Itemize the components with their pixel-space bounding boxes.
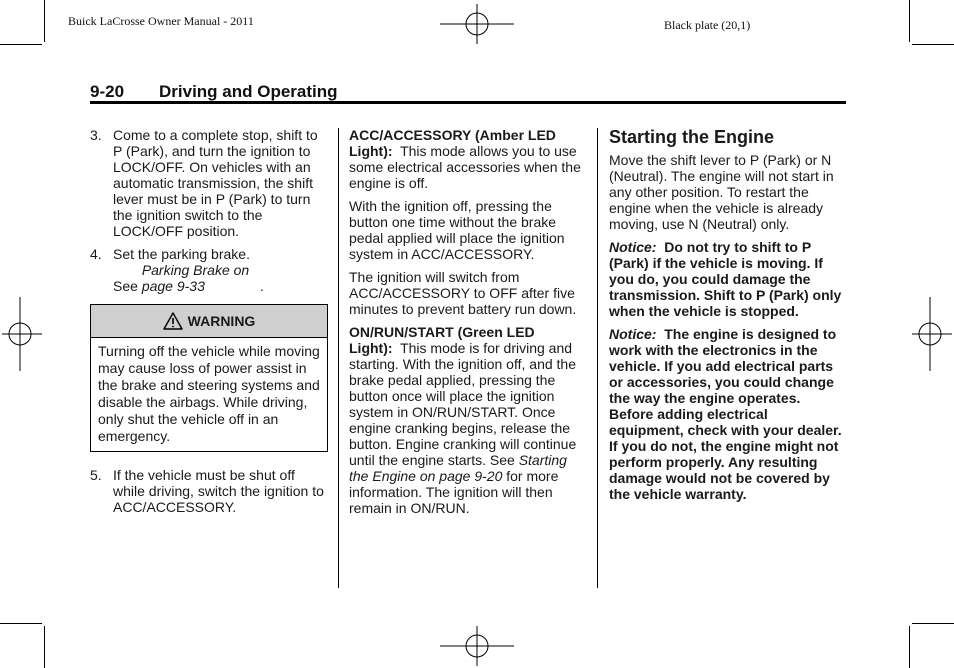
column-3: [609, 127, 845, 509]
warning-box: [90, 304, 328, 452]
list-item: [90, 127, 326, 239]
list-text: Come to a complete stop, shift to P (Park), and turn the ignition to LOCK/OFF. On vehicles with an automatic transmission, the shift lever must be in P (Park) to turn the ignition switch to the LOCK/OFF position.: [113, 127, 318, 239]
notice-text: Do not try to shift to P (Park) if the vehicle is moving. If you do, you could damage the transmission. Shift to P (Park) only when the vehicle is stopped.: [609, 239, 842, 319]
notice-paragraph: [609, 239, 845, 319]
list-item: [90, 246, 326, 294]
list-number: 4.: [90, 246, 102, 262]
mode-text: This mode is for driving and starting. With the ignition off, and the brake pedal applied, pressing the button once will place the ignition system in ON/RUN/START. Once engine cranking begins, release the button. Engine cranking will continue until the engine starts.: [349, 340, 577, 468]
paragraph: The ignition will switch from ACC/ACCESSORY to OFF after five minutes to prevent battery run down.: [349, 269, 577, 317]
column-divider-2: [597, 128, 598, 588]
list-item: [90, 467, 326, 515]
paragraph: With the ignition off, pressing the button one time without the brake pedal applied will place the ignition system in ACC/ACCESSORY.: [349, 198, 565, 262]
mode-label: ACC/ACCESSORY (Amber LED Light):: [349, 127, 556, 159]
see-label: See: [489, 452, 515, 468]
header-rule: [90, 101, 846, 104]
mode-text: for more information. The ignition will then remain in ON/RUN.: [349, 468, 559, 516]
column-2: [349, 127, 581, 523]
list-text: If the vehicle must be shut off while driving, switch the ignition to ACC/ACCESSORY.: [113, 467, 324, 515]
cross-reference-link: Starting the Engine on page 9-20: [349, 452, 567, 484]
column-1-bottom: [90, 467, 326, 522]
column-1: [90, 127, 326, 301]
list-text: Set the parking brake.: [113, 246, 250, 262]
crop-mark-top-right-h: [912, 44, 954, 45]
page-number: 9-20: [90, 82, 125, 101]
paragraph: Move the shift lever to P (Park) or N (Neutral). The engine will not start in any other position. To restart the engine when the vehicle is already moving, use N (Neutral) only.: [609, 152, 834, 232]
period: .: [259, 278, 264, 294]
notice-label: Notice:: [609, 239, 657, 255]
warning-title: WARNING: [187, 313, 256, 329]
see-label: See: [113, 278, 138, 294]
crop-mark-bottom-left-v: [44, 626, 45, 668]
running-header-left: Buick LaCrosse Owner Manual - 2011: [68, 14, 254, 28]
mode-label: ON/RUN/START (Green LED Light):: [349, 324, 535, 356]
cross-reference: [113, 262, 326, 294]
registration-mark-icon: [2, 297, 42, 371]
crop-mark-bottom-right-v: [909, 626, 910, 668]
registration-mark-icon: [440, 4, 514, 44]
paragraph: [349, 324, 581, 516]
notice-text: The engine is designed to work with the electronics in the vehicle. If you add electrical parts or accessories, you could change the way the engine operates. Before adding electrical equipment, check with your dealer. If you do not, the engine might not perform properly. Any resulting damage would not be covered by the vehicle warranty.: [609, 326, 842, 502]
registration-mark-icon: [440, 626, 514, 666]
registration-mark-icon: [912, 297, 952, 371]
column-divider-1: [338, 128, 339, 588]
notice-label: Notice:: [609, 326, 657, 342]
list-number: 3.: [90, 127, 102, 143]
warning-triangle-icon: [163, 312, 183, 330]
mode-text: This mode allows you to use some electrical accessories when the engine is off.: [349, 143, 581, 191]
cross-reference-link: Parking Brake on page 9-33: [141, 262, 250, 294]
notice-paragraph: [609, 326, 845, 502]
section-heading: Starting the Engine: [609, 127, 775, 147]
crop-mark-top-left-v: [44, 0, 45, 42]
page-title: Driving and Operating: [159, 82, 338, 101]
warning-header: [91, 305, 327, 338]
crop-mark-bottom-right-h: [912, 623, 954, 624]
crop-mark-top-right-v: [909, 0, 910, 42]
crop-mark-bottom-left-h: [0, 623, 42, 624]
list-number: 5.: [90, 467, 102, 483]
warning-text: Turning off the vehicle while moving may cause loss of power assist in the brake and steering systems and disable the airbags. While driving, only shut the vehicle off in an emergency.: [98, 343, 320, 444]
crop-mark-top-left-h: [0, 44, 42, 45]
paragraph: [349, 127, 581, 191]
running-header-right: Black plate (20,1): [664, 18, 751, 32]
